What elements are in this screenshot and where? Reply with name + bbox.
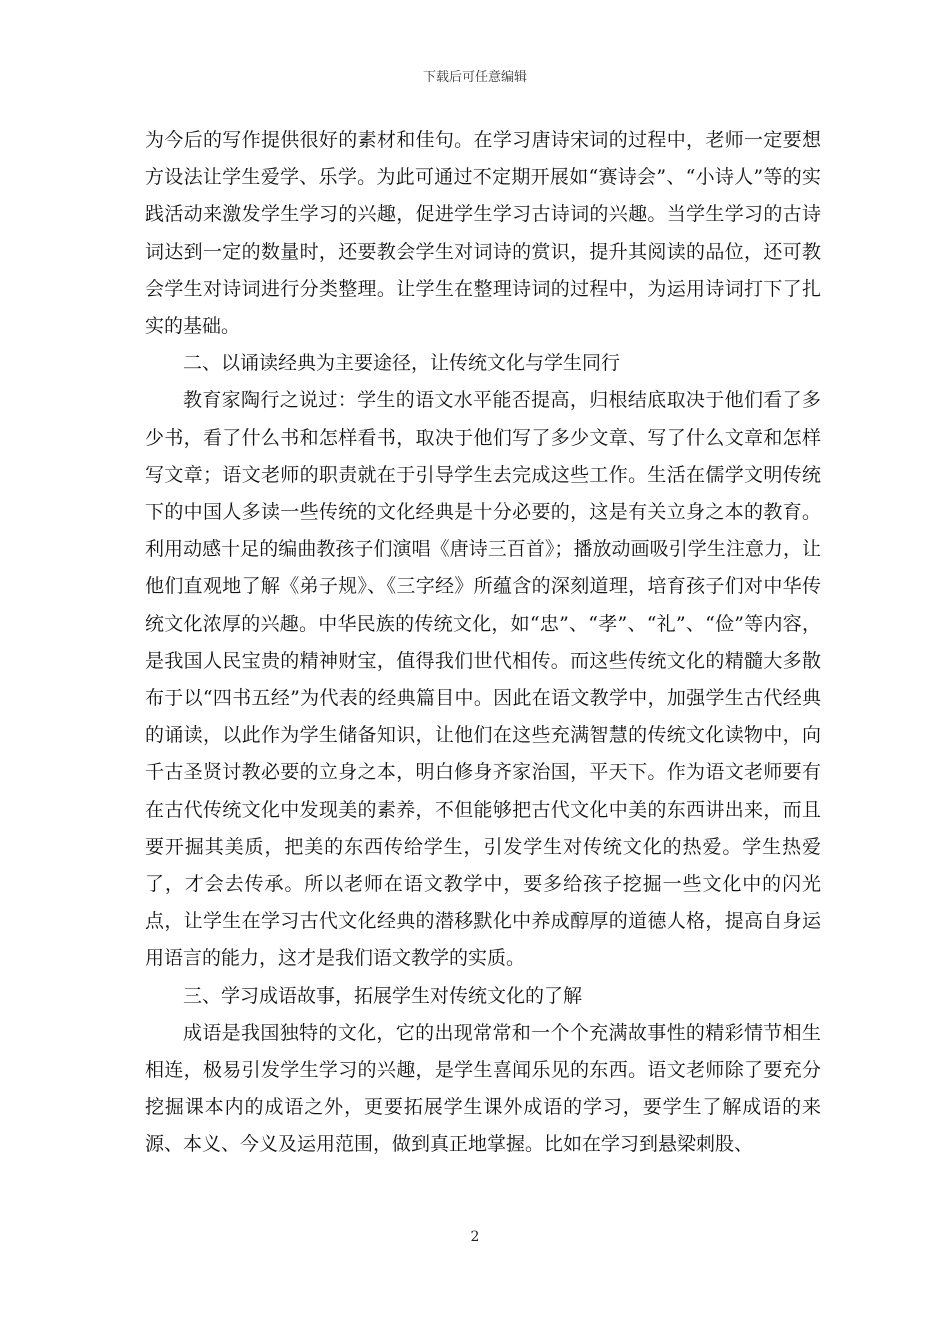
paragraph-idioms: 成语是我国独特的文化，它的出现常常和一个个充满故事性的精彩情节相生相连，极易引发学生学习的兴趣，是学生喜闻乐见的东西。语文老师除了要充分挖掘课本内的成语之外，更要拓展学生课外成语的学习，要学生了解成语的来源、本义、今义及运用范围，做到真正地掌握。比如在学习到悬梁刺股、 xyxy=(145,1021,821,1156)
document-body xyxy=(145,122,821,1164)
page-header: 下载后可任意编辑 xyxy=(422,70,527,85)
page-number: 2 xyxy=(470,1229,480,1245)
section-heading-two: 二、以诵读经典为主要途径，让传统文化与学生同行 xyxy=(183,352,621,375)
paragraph-classics: 教育家陶行之说过：学生的语文水平能否提高，归根结底取决于他们看了多少书，看了什么书和怎样看书，取决于他们写了多少文章、写了什么文章和怎样写文章；语文老师的职责就在于引导学生去完成这些工作。生活在儒学文明传统下的中国人多读一些传统的文化经典是十分必要的，这是有关立身之本的教育。利用动感十足的编曲教孩子们演唱《唐诗三百首》；播放动画吸引学生注意力，让他们直观地了解《弟子规》、《三字经》所蕴含的深刻道理，培育孩子们对中华传统文化浓厚的兴趣。中华民族的传统文化，如“忠”、“孝”、“礼”、“俭”等内容，是我国人民宝贵的精神财宝，值得我们世代相传。而这些传统文化的精髓大多散布于以“四书五经”为代表的经典篇目中。因此在语文教学中，加强学生古代经典的诵读，以此作为学生储备知识，让他们在这些充满智慧的传统文化读物中，向千古圣贤讨教必要的立身之本，明白修身齐家治国，平天下。作为语文老师要有在古代传统文化中发现美的素养，不但能够把古代文化中美的东西讲出来，而且要开掘其美质，把美的东西传给学生，引发学生对传统文化的热爱。学生热爱了，才会去传承。所以老师在语文教学中，要多给孩子挖掘一些文化中的闪光点，让学生在学习古代文化经典的潜移默化中养成醇厚的道德人格，提高自身运用语言的能力，这才是我们语文教学的实质。 xyxy=(145,389,821,970)
section-heading-three: 三、学习成语故事，拓展学生对传统文化的了解 xyxy=(183,984,583,1007)
paragraph-continuation: 为今后的写作提供很好的素材和佳句。在学习唐诗宋词的过程中，老师一定要想方设法让学生爱学、乐学。为此可通过不定期开展如“赛诗会”、“小诗人”等的实践活动来激发学生学习的兴趣，促进学生学习古诗词的兴趣。当学生学习的古诗词达到一定的数量时，还要教会学生对词诗的赏识，提升其阅读的品位，还可教会学生对诗词进行分类整理。让学生在整理诗词的过程中，为运用诗词打下了扎实的基础。 xyxy=(145,129,821,338)
